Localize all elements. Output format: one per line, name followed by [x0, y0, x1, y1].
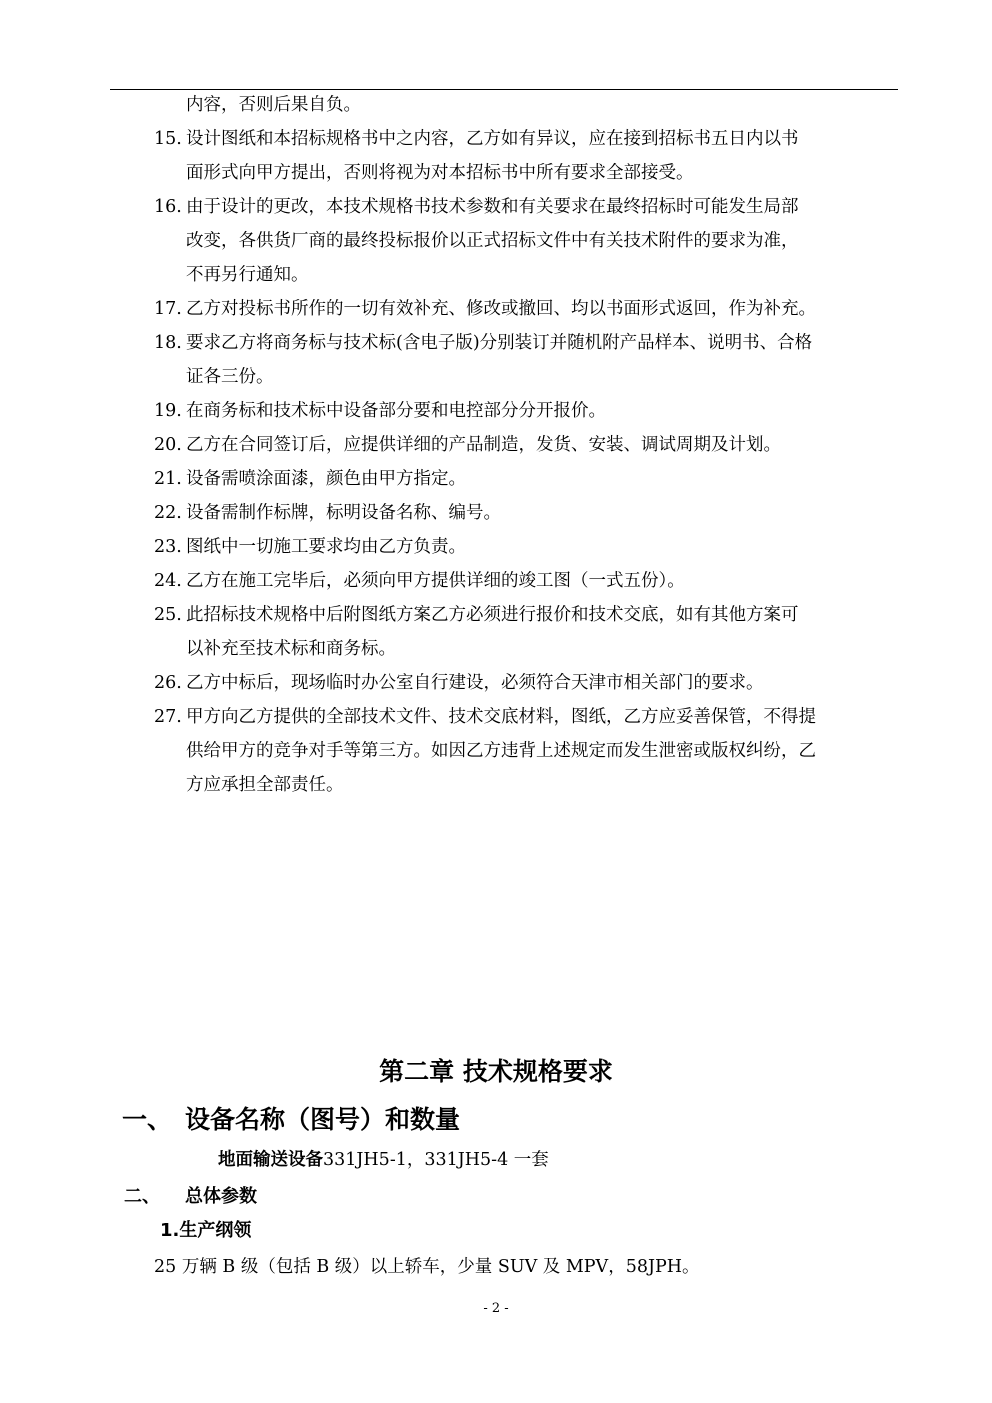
list-item	[0, 292, 992, 326]
list-item-line: 由于设计的更改，本技术规格书技术参数和有关要求在最终招标时可能发生局部	[186, 197, 799, 217]
section-title: 总体参数	[185, 1186, 257, 1207]
list-item-line: 设备需制作标牌，标明设备名称、编号。	[186, 503, 501, 523]
list-item	[0, 190, 992, 292]
list-item-number: 17.	[154, 299, 182, 319]
list-item-number: 27.	[154, 707, 182, 727]
list-item	[0, 700, 992, 802]
list-item	[0, 122, 992, 190]
list-item	[0, 394, 992, 428]
list-item-line: 证各三份。	[186, 367, 274, 387]
list-item-number: 19.	[154, 401, 182, 421]
section-marker: 二、	[124, 1186, 160, 1207]
requirements-list	[0, 88, 992, 802]
list-item-line: 内容，否则后果自负。	[186, 95, 361, 115]
list-item-number: 24.	[154, 571, 182, 591]
list-item	[0, 530, 992, 564]
section-heading-1	[122, 1100, 460, 1136]
list-item-line: 乙方对投标书所作的一切有效补充、修改或撤回、均以书面形式返回，作为补充。	[186, 299, 816, 319]
list-item-line: 要求乙方将商务标与技术标(含电子版)分别装订并随机附产品样本、说明书、合格	[186, 333, 813, 353]
list-item-line: 不再另行通知。	[186, 265, 309, 285]
list-item-number: 22.	[154, 503, 182, 523]
list-item-line: 乙方中标后，现场临时办公室自行建设，必须符合天津市相关部门的要求。	[186, 673, 764, 693]
list-item	[0, 462, 992, 496]
list-item-line: 在商务标和技术标中设备部分要和电控部分分开报价。	[186, 401, 606, 421]
list-item	[0, 496, 992, 530]
list-item	[0, 428, 992, 462]
list-item-number: 20.	[154, 435, 182, 455]
list-item-line: 乙方在合同签订后，应提供详细的产品制造，发货、安装、调试周期及计划。	[186, 435, 781, 455]
section-title: 设备名称（图号）和数量	[185, 1105, 461, 1134]
list-item-line: 图纸中一切施工要求均由乙方负责。	[186, 537, 466, 557]
equipment-name: 地面输送设备	[218, 1150, 323, 1170]
subsection-heading: 1.生产纲领	[160, 1220, 252, 1241]
list-item	[0, 666, 992, 700]
section-marker: 一、	[122, 1105, 173, 1134]
list-item-number: 16.	[154, 197, 182, 217]
list-item-line: 甲方向乙方提供的全部技术文件、技术交底材料，图纸，乙方应妥善保管，不得提	[186, 707, 816, 727]
list-item-number: 23.	[154, 537, 182, 557]
page-number: - 2 -	[483, 1301, 509, 1316]
list-item	[0, 564, 992, 598]
list-item-number: 26.	[154, 673, 182, 693]
list-item-line: 方应承担全部责任。	[186, 775, 344, 795]
list-item	[0, 598, 992, 666]
list-item-number: 18.	[154, 333, 182, 353]
list-item-number: 15.	[154, 129, 182, 149]
list-item-line: 改变，各供货厂商的最终投标报价以正式招标文件中有关技术附件的要求为准，	[186, 231, 799, 251]
list-item-number: 25.	[154, 605, 182, 625]
equipment-detail: 331JH5-1，331JH5-4 一套	[323, 1150, 549, 1170]
list-item-line: 设备需喷涂面漆，颜色由甲方指定。	[186, 469, 466, 489]
list-item-line: 面形式向甲方提出，否则将视为对本招标书中所有要求全部接受。	[186, 163, 694, 183]
list-item-continuation	[0, 88, 992, 122]
chapter-title: 第二章 技术规格要求	[379, 1057, 613, 1086]
list-item-line: 乙方在施工完毕后，必须向甲方提供详细的竣工图（一式五份）。	[186, 571, 685, 591]
section-heading-2	[124, 1182, 257, 1208]
list-item-number: 21.	[154, 469, 182, 489]
list-item	[0, 326, 992, 394]
production-paragraph: 25 万辆 B 级（包括 B 级）以上轿车，少量 SUV 及 MPV，58JPH。	[154, 1257, 700, 1277]
list-item-line: 以补充至技术标和商务标。	[186, 639, 396, 659]
list-item-line: 此招标技术规格中后附图纸方案乙方必须进行报价和技术交底，如有其他方案可	[186, 605, 799, 625]
equipment-line	[218, 1146, 549, 1171]
list-item-line: 供给甲方的竞争对手等第三方。如因乙方违背上述规定而发生泄密或版权纠纷，乙	[186, 741, 816, 761]
list-item-line: 设计图纸和本招标规格书中之内容，乙方如有异议，应在接到招标书五日内以书	[186, 129, 799, 149]
